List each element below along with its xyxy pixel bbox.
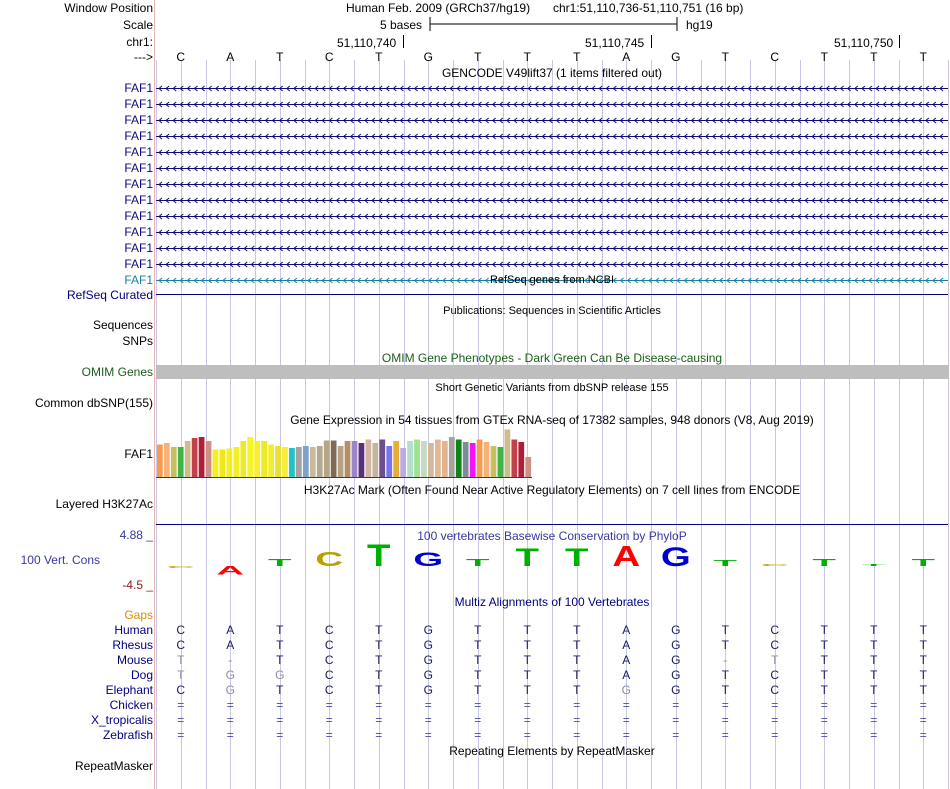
multiz-base: G bbox=[423, 683, 433, 697]
gtex-tissue-bar[interactable] bbox=[379, 440, 385, 478]
reference-base: C bbox=[770, 50, 780, 64]
dbsnp-track-title: Short Genetic Variants from dbSNP release 155 bbox=[435, 382, 669, 394]
phylop-base-glyph[interactable]: T bbox=[466, 557, 490, 569]
gencode-transcript-label[interactable]: FAF1 bbox=[124, 177, 153, 191]
multiz-base: = bbox=[325, 713, 333, 727]
multiz-base: G bbox=[423, 668, 433, 682]
multiz-base: T bbox=[375, 653, 383, 667]
multiz-base: C bbox=[770, 638, 780, 652]
multiz-base: = bbox=[672, 713, 680, 727]
gtex-tissue-bar[interactable] bbox=[449, 437, 455, 477]
multiz-base: C bbox=[324, 638, 334, 652]
phylop-base-glyph[interactable]: G bbox=[660, 541, 691, 572]
gtex-tissue-bar[interactable] bbox=[213, 450, 219, 478]
gtex-tissue-bar[interactable] bbox=[296, 447, 302, 477]
multiz-base: T bbox=[573, 683, 581, 697]
multiz-base: = bbox=[226, 728, 234, 742]
multiz-base: T bbox=[276, 638, 284, 652]
multiz-base: T bbox=[375, 683, 383, 697]
multiz-base: = bbox=[721, 713, 729, 727]
multiz-base: = bbox=[919, 713, 927, 727]
reference-base: T bbox=[375, 50, 383, 64]
multiz-base: G bbox=[423, 623, 433, 637]
gencode-transcript-label[interactable]: FAF1 bbox=[124, 81, 153, 95]
gencode-transcript-label[interactable]: FAF1 bbox=[124, 113, 153, 127]
multiz-base: C bbox=[324, 623, 334, 637]
gtex-tissue-bar[interactable] bbox=[470, 443, 476, 477]
gtex-tissue-bar[interactable] bbox=[372, 443, 378, 477]
gaps-track-label[interactable]: Gaps bbox=[124, 608, 153, 622]
multiz-base: = bbox=[622, 698, 630, 712]
multiz-base: G bbox=[671, 668, 681, 682]
multiz-base: A bbox=[622, 668, 631, 682]
multiz-base: T bbox=[474, 638, 482, 652]
multiz-species-label[interactable]: Human bbox=[114, 623, 153, 637]
multiz-base: = bbox=[820, 728, 828, 742]
gtex-tissue-bar[interactable] bbox=[199, 437, 205, 477]
multiz-base: = bbox=[721, 728, 729, 742]
gtex-tissue-bar[interactable] bbox=[359, 443, 365, 477]
multiz-base: G bbox=[225, 683, 235, 697]
multiz-base: G bbox=[423, 638, 433, 652]
multiz-base: A bbox=[622, 653, 631, 667]
phylop-base-glyph[interactable]: C bbox=[166, 565, 195, 569]
phylop-track-label[interactable]: 100 Vert. Cons bbox=[20, 553, 100, 567]
multiz-base: = bbox=[622, 713, 630, 727]
reference-base: T bbox=[523, 50, 531, 64]
multiz-base: T bbox=[919, 638, 927, 652]
gtex-tissue-bar[interactable] bbox=[407, 441, 413, 477]
phylop-base-glyph[interactable]: C bbox=[760, 563, 789, 567]
omim-track-title: OMIM Gene Phenotypes - Dark Green Can Be Disease-causing bbox=[381, 351, 723, 365]
multiz-base: T bbox=[276, 653, 284, 667]
gtex-tissue-bar[interactable] bbox=[463, 442, 469, 477]
gtex-tissue-bar[interactable] bbox=[498, 447, 504, 477]
multiz-base: C bbox=[176, 683, 186, 697]
repeatmasker-track-label[interactable]: RepeatMasker bbox=[74, 759, 153, 773]
multiz-base: T bbox=[375, 623, 383, 637]
sequences-track-label[interactable]: Sequences bbox=[92, 318, 153, 332]
multiz-base: T bbox=[177, 668, 185, 682]
multiz-base: T bbox=[870, 668, 878, 682]
reference-base: G bbox=[423, 50, 433, 64]
multiz-base: = bbox=[424, 713, 432, 727]
gtex-tissue-bar[interactable] bbox=[414, 440, 420, 478]
multiz-base: T bbox=[523, 653, 531, 667]
reference-base: T bbox=[276, 50, 284, 64]
gtex-tissue-bar[interactable] bbox=[421, 441, 427, 477]
multiz-base: G bbox=[275, 668, 285, 682]
gtex-tissue-bar[interactable] bbox=[282, 447, 288, 477]
gtex-tissue-bar[interactable] bbox=[400, 448, 406, 477]
multiz-species-label[interactable]: Chicken bbox=[109, 698, 153, 712]
gtex-tissue-bar[interactable] bbox=[240, 441, 246, 477]
phylop-base-glyph[interactable]: T bbox=[911, 557, 935, 569]
multiz-base: T bbox=[771, 653, 779, 667]
gtex-tissue-bar[interactable] bbox=[345, 441, 351, 477]
multiz-base: T bbox=[721, 623, 729, 637]
multiz-base: = bbox=[919, 698, 927, 712]
phylop-track-title: 100 vertebrates Basewise Conservation by PhyloP bbox=[417, 529, 687, 543]
phylop-ymin-label: -4.5 _ bbox=[122, 578, 153, 592]
gtex-tissue-bar[interactable] bbox=[324, 441, 330, 478]
gtex-tissue-bar[interactable] bbox=[435, 440, 441, 478]
multiz-base: C bbox=[176, 638, 186, 652]
multiz-base: = bbox=[672, 698, 680, 712]
gtex-tissue-bar[interactable] bbox=[511, 440, 517, 478]
multiz-base: T bbox=[820, 653, 828, 667]
scale-text: 5 bases bbox=[380, 18, 423, 32]
refseq-track-label[interactable]: RefSeq Curated bbox=[66, 288, 153, 302]
reference-base: A bbox=[226, 50, 235, 64]
multiz-base: A bbox=[622, 638, 631, 652]
reference-base: T bbox=[474, 50, 482, 64]
gtex-track-label[interactable]: FAF1 bbox=[124, 447, 153, 461]
scale-label: Scale bbox=[122, 18, 153, 32]
gencode-transcript-label[interactable]: FAF1 bbox=[124, 193, 153, 207]
multiz-base: T bbox=[721, 668, 729, 682]
multiz-base: T bbox=[573, 623, 581, 637]
multiz-base: = bbox=[919, 728, 927, 742]
multiz-base: G bbox=[671, 638, 681, 652]
gencode-track-title: GENCODE V49lift37 (1 items filtered out) bbox=[441, 66, 663, 80]
multiz-base: T bbox=[919, 653, 927, 667]
multiz-base: = bbox=[276, 728, 284, 742]
multiz-base: - bbox=[228, 653, 233, 667]
multiz-base: = bbox=[424, 698, 432, 712]
omim-gene-bar[interactable] bbox=[156, 365, 949, 379]
multiz-base: = bbox=[523, 728, 531, 742]
multiz-base: = bbox=[771, 728, 779, 742]
gtex-tissue-bar[interactable] bbox=[185, 441, 191, 477]
gtex-tissue-bar[interactable] bbox=[393, 441, 399, 477]
multiz-base: A bbox=[226, 623, 235, 637]
gencode-transcript-label[interactable]: FAF1 bbox=[124, 273, 153, 287]
ruler-coord-1: 51,110,740 bbox=[337, 36, 397, 50]
gencode-transcript-label[interactable]: FAF1 bbox=[124, 129, 153, 143]
multiz-base: - bbox=[723, 653, 728, 667]
multiz-base: C bbox=[176, 623, 186, 637]
gtex-tissue-bar[interactable] bbox=[386, 446, 392, 477]
multiz-base: T bbox=[573, 653, 581, 667]
gtex-tissue-bar[interactable] bbox=[261, 441, 267, 477]
gencode-transcript-label[interactable]: FAF1 bbox=[124, 97, 153, 111]
multiz-base: T bbox=[919, 668, 927, 682]
multiz-base: = bbox=[820, 713, 828, 727]
assembly-db-label: hg19 bbox=[686, 18, 713, 32]
multiz-base: T bbox=[573, 638, 581, 652]
gtex-tissue-bar[interactable] bbox=[352, 441, 358, 477]
phylop-base-glyph[interactable]: T bbox=[862, 563, 886, 567]
multiz-base: T bbox=[474, 668, 482, 682]
multiz-base: = bbox=[820, 698, 828, 712]
chrom-label: chr1: bbox=[126, 35, 153, 49]
phylop-ymax-label: 4.88 _ bbox=[119, 528, 153, 542]
gtex-tissue-bar[interactable] bbox=[525, 457, 531, 477]
gtex-tissue-bar[interactable] bbox=[317, 446, 323, 477]
multiz-base: = bbox=[276, 698, 284, 712]
phylop-conservation-logo[interactable] bbox=[167, 538, 935, 577]
reference-base: T bbox=[721, 50, 729, 64]
gtex-tissue-bar[interactable] bbox=[491, 446, 497, 477]
multiz-base: C bbox=[770, 683, 780, 697]
position-text: chr1:51,110,736-51,110,751 (16 bp) bbox=[553, 1, 744, 15]
multiz-base: = bbox=[474, 728, 482, 742]
multiz-base: T bbox=[523, 668, 531, 682]
gtex-tissue-bar[interactable] bbox=[275, 446, 281, 477]
phylop-base-glyph[interactable]: A bbox=[216, 563, 245, 578]
multiz-base: = bbox=[771, 713, 779, 727]
multiz-base: = bbox=[226, 698, 234, 712]
multiz-base: = bbox=[177, 713, 185, 727]
gtex-tissue-bar[interactable] bbox=[233, 447, 239, 477]
multiz-base: T bbox=[276, 623, 284, 637]
multiz-base: T bbox=[523, 638, 531, 652]
assembly-title: Human Feb. 2009 (GRCh37/hg19) bbox=[346, 1, 531, 15]
snps-track-label[interactable]: SNPs bbox=[122, 334, 153, 348]
window-position-label: Window Position bbox=[64, 1, 153, 15]
multiz-base: T bbox=[820, 638, 828, 652]
gtex-tissue-bar[interactable] bbox=[254, 441, 260, 477]
gtex-tissue-bar[interactable] bbox=[247, 437, 253, 477]
gencode-transcript-label[interactable]: FAF1 bbox=[124, 161, 153, 175]
multiz-base: T bbox=[919, 623, 927, 637]
phylop-base-glyph[interactable]: G bbox=[413, 548, 444, 571]
multiz-base: A bbox=[622, 623, 631, 637]
phylop-base-glyph[interactable]: T bbox=[268, 557, 292, 569]
multiz-base: T bbox=[820, 623, 828, 637]
multiz-base: T bbox=[820, 668, 828, 682]
h3k27ac-track-title: H3K27Ac Mark (Often Found Near Active Regulatory Elements) on 7 cell lines from ENCODE bbox=[303, 483, 801, 497]
gtex-tissue-bar[interactable] bbox=[366, 440, 372, 478]
multiz-base: = bbox=[375, 698, 383, 712]
multiz-base: = bbox=[226, 713, 234, 727]
reference-base: T bbox=[870, 50, 878, 64]
multiz-base: C bbox=[324, 653, 334, 667]
multiz-base: G bbox=[671, 623, 681, 637]
gtex-tissue-bar[interactable] bbox=[227, 449, 233, 478]
gtex-tissue-bar[interactable] bbox=[331, 441, 337, 478]
gencode-transcript-label[interactable]: FAF1 bbox=[124, 145, 153, 159]
gencode-transcript-label[interactable]: FAF1 bbox=[124, 225, 153, 239]
multiz-base: = bbox=[474, 698, 482, 712]
multiz-base: T bbox=[474, 653, 482, 667]
gtex-tissue-bar[interactable] bbox=[192, 438, 198, 477]
multiz-base: = bbox=[276, 713, 284, 727]
multiz-base: T bbox=[870, 623, 878, 637]
gtex-tissue-bar[interactable] bbox=[164, 443, 170, 477]
omim-track-label[interactable]: OMIM Genes bbox=[81, 365, 153, 379]
multiz-species-label[interactable]: Elephant bbox=[105, 683, 153, 697]
publications-track-title: Publications: Sequences in Scientific Articles bbox=[443, 305, 661, 317]
gtex-tissue-bar[interactable] bbox=[428, 443, 434, 477]
reference-base: C bbox=[324, 50, 334, 64]
multiz-base: = bbox=[523, 698, 531, 712]
multiz-species-label[interactable]: Mouse bbox=[116, 653, 153, 667]
multiz-base: T bbox=[523, 683, 531, 697]
reference-base: T bbox=[573, 50, 581, 64]
gtex-tissue-bar[interactable] bbox=[178, 447, 184, 477]
multiz-species-label[interactable]: X_tropicalis bbox=[90, 713, 153, 727]
h3k27ac-track-label[interactable]: Layered H3K27Ac bbox=[55, 497, 153, 511]
multiz-base: C bbox=[770, 668, 780, 682]
reference-base: C bbox=[176, 50, 186, 64]
multiz-base: = bbox=[375, 728, 383, 742]
multiz-base: T bbox=[375, 638, 383, 652]
multiz-base: = bbox=[523, 713, 531, 727]
gtex-tissue-bar[interactable] bbox=[303, 446, 309, 477]
gtex-tissue-bar[interactable] bbox=[157, 445, 163, 478]
multiz-base: T bbox=[870, 683, 878, 697]
phylop-base-glyph[interactable]: T bbox=[713, 558, 737, 568]
multiz-base: G bbox=[225, 668, 235, 682]
multiz-base: T bbox=[721, 683, 729, 697]
multiz-base: T bbox=[276, 683, 284, 697]
multiz-base: T bbox=[523, 623, 531, 637]
multiz-base: = bbox=[573, 728, 581, 742]
multiz-base: A bbox=[226, 638, 235, 652]
phylop-base-glyph[interactable]: T bbox=[812, 557, 836, 569]
multiz-species-label[interactable]: Dog bbox=[130, 668, 153, 682]
multiz-base: C bbox=[770, 623, 780, 637]
phylop-base-glyph[interactable]: T bbox=[565, 543, 589, 572]
multiz-base: = bbox=[177, 698, 185, 712]
gtex-tissue-bar[interactable] bbox=[206, 441, 212, 477]
phylop-base-glyph[interactable]: T bbox=[515, 543, 539, 572]
multiz-base: = bbox=[573, 698, 581, 712]
gtex-tissue-bar[interactable] bbox=[268, 445, 274, 478]
multiz-species-label[interactable]: Zebrafish bbox=[102, 728, 153, 742]
gtex-tissue-bar[interactable] bbox=[442, 441, 448, 477]
multiz-base: T bbox=[721, 638, 729, 652]
multiz-base: = bbox=[325, 698, 333, 712]
gencode-transcript-label[interactable]: FAF1 bbox=[124, 257, 153, 271]
reference-base: T bbox=[919, 50, 927, 64]
repeatmasker-track-title: Repeating Elements by RepeatMasker bbox=[449, 744, 655, 758]
multiz-base: T bbox=[375, 668, 383, 682]
reference-base: T bbox=[820, 50, 828, 64]
gtex-tissue-bar[interactable] bbox=[171, 447, 177, 477]
phylop-base-glyph[interactable]: T bbox=[367, 538, 391, 574]
multiz-track-title: Multiz Alignments of 100 Vertebrates bbox=[454, 595, 650, 609]
ruler-ticks bbox=[404, 35, 900, 48]
multiz-base: T bbox=[474, 683, 482, 697]
gencode-transcript-label[interactable]: FAF1 bbox=[124, 241, 153, 255]
multiz-base: T bbox=[919, 683, 927, 697]
gtex-tissue-bar[interactable] bbox=[220, 450, 226, 478]
multiz-base: C bbox=[324, 683, 334, 697]
multiz-base: = bbox=[721, 698, 729, 712]
gtex-tissue-bar[interactable] bbox=[338, 446, 344, 477]
phylop-base-glyph[interactable]: C bbox=[315, 547, 344, 571]
multiz-base: T bbox=[870, 653, 878, 667]
multiz-base: = bbox=[177, 728, 185, 742]
gtex-tissue-bar[interactable] bbox=[505, 430, 511, 478]
gtex-tissue-bar[interactable] bbox=[477, 440, 483, 478]
gencode-transcript-label[interactable]: FAF1 bbox=[124, 209, 153, 223]
multiz-base: = bbox=[870, 698, 878, 712]
ruler-coord-2: 51,110,745 bbox=[585, 36, 645, 50]
multiz-base: = bbox=[424, 728, 432, 742]
strand-arrow-label: ---> bbox=[134, 50, 153, 64]
gtex-tissue-bar[interactable] bbox=[484, 442, 490, 477]
dbsnp-track-label[interactable]: Common dbSNP(155) bbox=[34, 396, 153, 410]
multiz-base: T bbox=[573, 668, 581, 682]
refseq-track-title: RefSeq genes from NCBI bbox=[489, 274, 615, 286]
multiz-base: = bbox=[870, 728, 878, 742]
gtex-tissue-bar[interactable] bbox=[456, 440, 462, 478]
gtex-tissue-bar[interactable] bbox=[518, 442, 524, 477]
multiz-base: G bbox=[621, 683, 631, 697]
multiz-base: T bbox=[177, 653, 185, 667]
multiz-base: C bbox=[324, 668, 334, 682]
multiz-base: T bbox=[820, 683, 828, 697]
gtex-tissue-bar[interactable] bbox=[310, 447, 316, 477]
multiz-base: = bbox=[672, 728, 680, 742]
multiz-base: = bbox=[325, 728, 333, 742]
multiz-base: = bbox=[622, 728, 630, 742]
multiz-base: = bbox=[375, 713, 383, 727]
multiz-base: G bbox=[671, 653, 681, 667]
multiz-base: = bbox=[870, 713, 878, 727]
gtex-track-title: Gene Expression in 54 tissues from GTEx RNA-seq of 17382 samples, 948 donors (V8, Aug 2019) bbox=[290, 413, 814, 427]
multiz-base: G bbox=[423, 653, 433, 667]
multiz-base: T bbox=[474, 623, 482, 637]
multiz-base: = bbox=[771, 698, 779, 712]
ruler-coord-3: 51,110,750 bbox=[834, 36, 894, 50]
multiz-base: = bbox=[474, 713, 482, 727]
multiz-species-label[interactable]: Rhesus bbox=[112, 638, 153, 652]
multiz-base: T bbox=[870, 638, 878, 652]
reference-base: G bbox=[671, 50, 681, 64]
gtex-tissue-bar[interactable] bbox=[289, 448, 295, 477]
multiz-base: = bbox=[573, 713, 581, 727]
gtex-expression-bars[interactable] bbox=[157, 430, 531, 478]
reference-base: A bbox=[622, 50, 631, 64]
phylop-base-glyph[interactable]: A bbox=[612, 540, 641, 573]
multiz-base: G bbox=[671, 683, 681, 697]
